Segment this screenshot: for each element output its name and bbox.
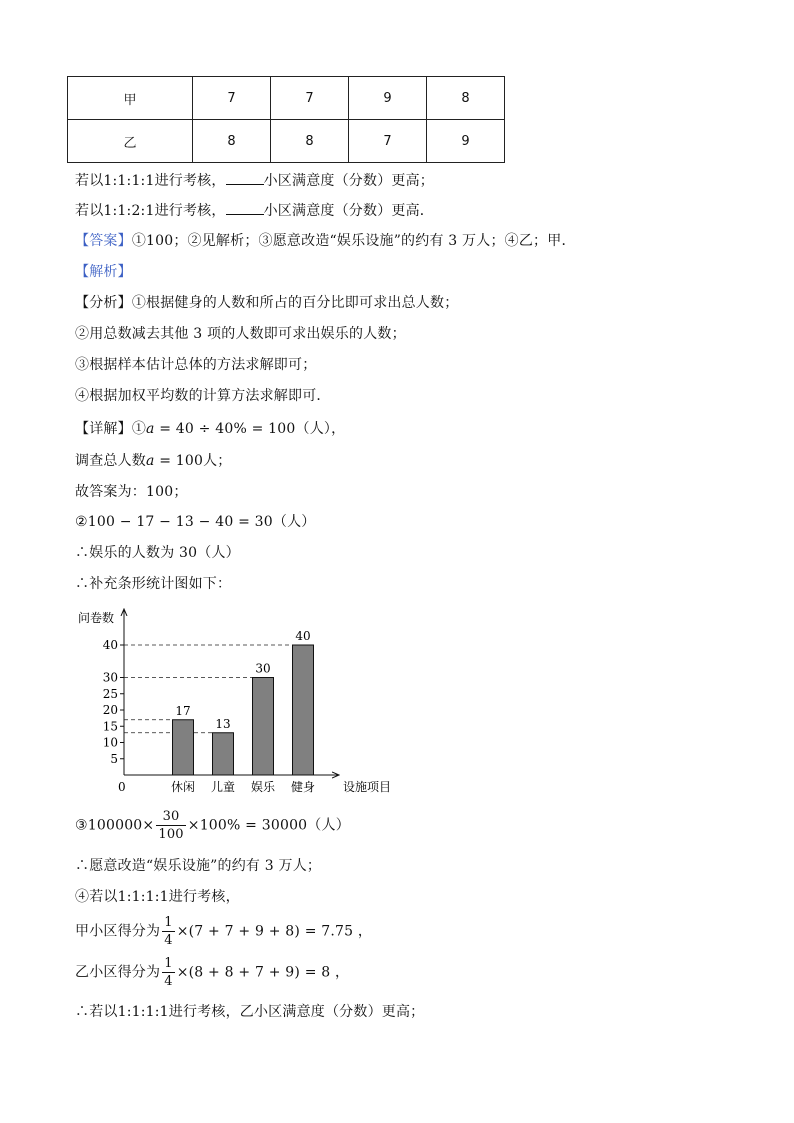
table-cell: 8	[193, 120, 271, 163]
bar-1	[173, 720, 194, 775]
answer-text: ①100；②见解析；③愿意改造“娱乐设施”的约有 3 万人；④乙；甲．	[131, 233, 576, 249]
question-text: 若以1:1:2:1进行考核，	[75, 203, 226, 219]
bar-chart	[0, 600, 420, 800]
fraction-numerator: 1	[164, 956, 173, 971]
bar-2	[213, 733, 234, 775]
question-text: 小区满意度（分数）更高．	[263, 203, 434, 219]
part4-conclusion: ∴若以1:1:1:1进行考核，乙小区满意度（分数）更高；	[75, 1004, 425, 1020]
fraction-denominator: 100	[158, 827, 184, 842]
analysis-line-2: ②用总数减去其他 3 项的人数即可求出娱乐的人数；	[75, 326, 406, 342]
analysis-line-1	[75, 292, 458, 312]
calc3-line	[75, 808, 350, 843]
y-tick-label: 10	[102, 735, 118, 750]
part4-intro: ④若以1:1:1:1进行考核，	[75, 889, 240, 905]
fraction	[162, 914, 174, 949]
y-tick-label: 5	[110, 751, 118, 766]
y-tick-label: 25	[102, 686, 118, 701]
detail-line-5: ∴娱乐的人数为 30（人）	[75, 545, 240, 561]
table-row	[68, 77, 505, 120]
detail-text: 人；	[203, 453, 232, 469]
y-tick-label: 15	[102, 719, 118, 734]
table-cell: 9	[349, 77, 427, 120]
score-label: 乙小区得分为	[75, 964, 161, 981]
fraction-denominator: 4	[164, 933, 173, 948]
step-marker: ②	[75, 514, 88, 530]
category-label: 休闲	[170, 780, 196, 794]
score-label: 甲小区得分为	[75, 923, 161, 940]
answer-line	[75, 230, 576, 250]
detail-text: 调查总人数	[75, 453, 146, 469]
fraction	[156, 808, 185, 843]
table-cell: 8	[427, 77, 505, 120]
category-label: 儿童	[210, 780, 236, 794]
category-label: 娱乐	[250, 780, 276, 794]
x-axis-label: 设施项目	[343, 780, 392, 794]
unit-text: （人）	[272, 514, 316, 530]
fraction-numerator: 1	[164, 915, 173, 930]
answer-tag: 【答案】	[75, 233, 132, 249]
table-cell: 乙	[68, 120, 193, 163]
y-tick-label: 40	[102, 638, 118, 652]
detail-line-3: 故答案为：100；	[75, 484, 188, 500]
step-marker: ①	[131, 421, 147, 437]
table-cell: 9	[427, 120, 505, 163]
detail-line-2	[75, 450, 232, 470]
math-expression: ×100% = 30000	[187, 817, 308, 834]
table-cell: 7	[349, 120, 427, 163]
math-expression: = 100	[154, 453, 204, 469]
bar-value-label: 13	[215, 716, 231, 731]
bar-value-label: 17	[175, 703, 191, 718]
bar-3	[253, 678, 274, 776]
y-axis-label: 问卷数	[78, 611, 115, 625]
table-cell: 7	[271, 77, 349, 120]
y-tick-label: 20	[102, 703, 118, 717]
fraction-numerator: 30	[156, 808, 185, 826]
math-expression: ×(7 + 7 + 9 + 8) = 7.75 ，	[176, 923, 373, 940]
question-line-1	[75, 170, 434, 190]
answer-blank	[226, 202, 264, 215]
y-tick-label: 30	[102, 670, 118, 685]
analysis-text: ①根据健身的人数和所占的百分比即可求出总人数；	[131, 295, 459, 311]
conclusion3-line: ∴愿意改造“娱乐设施”的约有 3 万人；	[75, 858, 322, 874]
question-line-2	[75, 200, 434, 220]
score-table	[67, 76, 505, 163]
math-expression: ×(8 + 8 + 7 + 9) = 8 ，	[176, 964, 350, 981]
analysis-heading: 【解析】	[75, 264, 132, 280]
analysis-line-4: ④根据加权平均数的计算方法求解即可．	[75, 388, 331, 404]
math-expression: 100 − 17 − 13 − 40 = 30	[87, 514, 273, 530]
analysis-tag: 【分析】	[75, 295, 132, 311]
table-cell: 8	[271, 120, 349, 163]
table-row	[68, 120, 505, 163]
unit-text: （人），	[295, 421, 346, 437]
part4-jia-line	[75, 914, 372, 949]
math-expression: 100000×	[87, 817, 155, 834]
detail-tag: 【详解】	[75, 421, 132, 437]
table-cell: 甲	[68, 77, 193, 120]
answer-blank	[226, 172, 264, 185]
detail-line-6: ∴补充条形统计图如下：	[75, 576, 232, 592]
fraction	[162, 955, 174, 990]
analysis-line-3: ③根据样本估计总体的方法求解即可；	[75, 357, 317, 373]
category-label: 健身	[290, 780, 316, 794]
unit-text: （人）	[307, 817, 350, 834]
table-cell: 7	[193, 77, 271, 120]
detail-line-4	[75, 511, 315, 531]
origin-label: 0	[118, 780, 126, 794]
bar-value-label: 30	[255, 661, 271, 676]
bar-4	[293, 645, 314, 775]
math-expression: = 40 ÷ 40% = 100	[154, 421, 296, 437]
math-variable: a	[146, 421, 155, 437]
question-text: 若以1:1:1:1进行考核，	[75, 173, 226, 189]
bar-value-label: 40	[295, 629, 311, 643]
part4-yi-line	[75, 955, 349, 990]
step-marker: ③	[75, 817, 88, 834]
detail-line-1	[75, 418, 345, 438]
question-text: 小区满意度（分数）更高；	[263, 173, 434, 189]
fraction-denominator: 4	[164, 974, 173, 989]
math-variable: a	[146, 453, 155, 469]
